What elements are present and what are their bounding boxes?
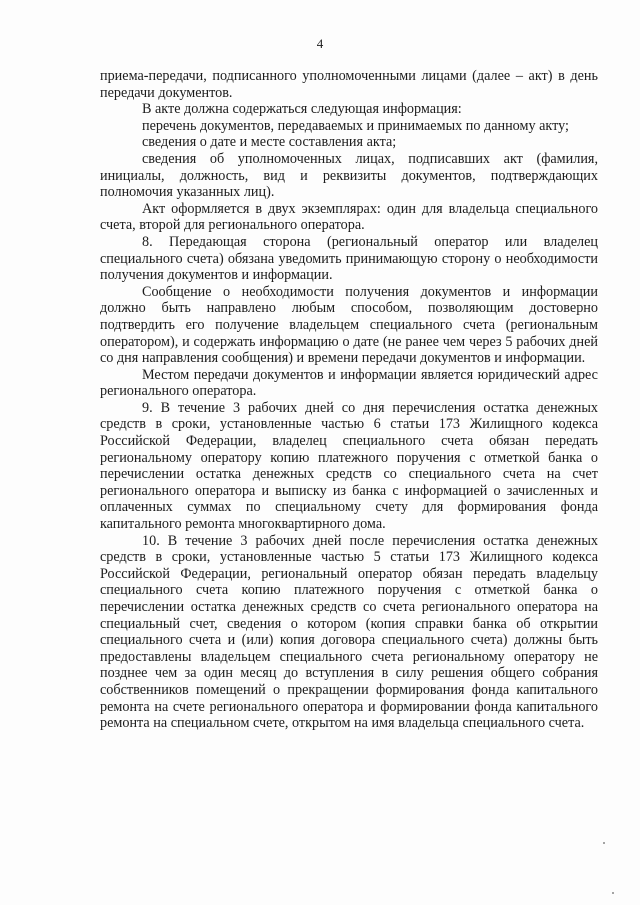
- paragraph-item-9: 9. В течение 3 рабочих дней со дня перечисления остатка денежных средств в сроки, установленные частью 6 статьи 173 Жилищного кодекса Российской Федерации, владелец специального счета обязан передать региональному оператору копию платежного поручения с отметкой банка о перечислении остатка денежных средств со специального счета на счет регионального оператора и выписку из банка с информацией о зачисленных и оплаченных суммах по специальному счету для формирования фонда капитального ремонта многоквартирного дома.: [100, 399, 598, 533]
- scan-speck: [612, 892, 614, 894]
- paragraph-continuation: приема-передачи, подписанного уполномоченными лицами (далее – акт) в день передачи документов.: [100, 68, 598, 101]
- paragraph-list-item-date-place: сведения о дате и месте составления акта;: [142, 134, 397, 151]
- paragraph-act-contents-intro: В акте должна содержаться следующая информация:: [142, 101, 462, 118]
- scan-speck: [603, 842, 605, 844]
- paragraph-act-copies: Акт оформляется в двух экземплярах: один для владельца специального счета, второй для регионального оператора.: [100, 200, 598, 234]
- paragraph-list-item-documents: перечень документов, передаваемых и принимаемых по данному акту;: [142, 117, 569, 134]
- paragraph-item-10: 10. В течение 3 рабочих дней после перечисления остатка денежных средств в сроки, установленные частью 5 статьи 173 Жилищного кодекса Российской Федерации, региональный оператор обязан передать владельцу специального счета копию платежного поручения с отметкой банка о перечислении остатка денежных средств со счета регионального оператора на специальный счет, сведения о котором (копия справки банка об открытии специального счета и (или) копия договора специального счета) должны быть предоставлены владельцем специального счета региональному оператору не позднее чем за один месяц до вступления в силу решения общего собрания собственников помещений о прекращении формирования фонда капитального ремонта на счете регионального оператора и формировании фонда капитального ремонта на специальном счете, открытом на имя владельца специального счета.: [100, 532, 598, 732]
- paragraph-notification: Сообщение о необходимости получения документов и информации должно быть направлено любым способом, позволяющим достоверно подтвердить его получение владельцем специального счета (региональным оператором), и содержать информацию о дате (не ранее чем через 5 рабочих дней со дня направления сообщения) и времени передачи документов и информации.: [100, 283, 598, 367]
- document-body: [100, 68, 598, 732]
- paragraph-item-8: 8. Передающая сторона (региональный оператор или владелец специального счета) обязана уведомить принимающую сторону о необходимости получения документов и информации.: [100, 233, 598, 284]
- page-number: 4: [316, 36, 324, 51]
- paragraph-transfer-place: Местом передачи документов и информации является юридический адрес регионального оператора.: [100, 366, 598, 400]
- paragraph-list-item-authorized-persons: сведения об уполномоченных лицах, подписавших акт (фамилия, инициалы, должность, вид и реквизиты документов, подтверждающих полномочия указанных лиц).: [100, 150, 598, 201]
